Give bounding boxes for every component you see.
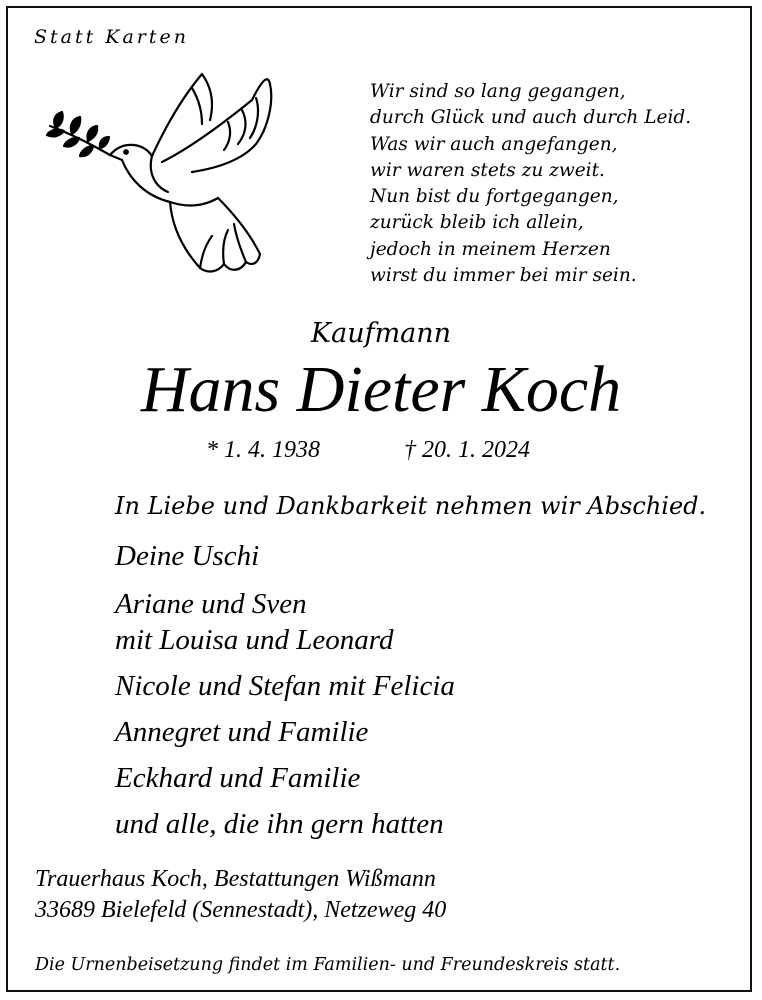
burial-note: Die Urnenbeisetzung findet im Familien- und Freundeskreis statt. [35, 955, 621, 975]
header-statt-karten: Statt Karten [34, 26, 190, 48]
poem-line: Nun bist du fortgegangen, [370, 186, 619, 208]
mourner-line: Eckhard und Familie [115, 762, 361, 794]
poem-line: wir waren stets zu zweit. [370, 159, 605, 181]
mourner-line: und alle, die ihn gern hatten [115, 808, 444, 840]
poem [370, 79, 691, 289]
mourner-line: Deine Uschi [115, 540, 260, 572]
mourner-line: Ariane und Sven [115, 588, 307, 620]
mourner-line: Annegret und Familie [115, 716, 369, 748]
dove-with-olive-branch-icon [42, 68, 277, 280]
death-date: † 20. 1. 2024 [404, 437, 530, 463]
funeral-home: Trauerhaus Koch, Bestattungen Wißmann [35, 866, 436, 892]
funeral-home-address: 33689 Bielefeld (Sennestadt), Netzeweg 40 [35, 897, 447, 923]
occupation: Kaufmann [310, 318, 452, 349]
poem-line: zurück bleib ich allein, [370, 212, 584, 234]
mourner-line: mit Louisa und Leonard [115, 624, 394, 656]
poem-line: wirst du immer bei mir sein. [370, 265, 637, 287]
poem-line: Wir sind so lang gegangen, [370, 81, 626, 102]
poem-line: durch Glück und auch durch Leid. [370, 107, 692, 129]
mourner-line: Nicole und Stefan mit Felicia [115, 670, 455, 702]
poem-line: Was wir auch angefangen, [370, 133, 618, 155]
farewell-text: In Liebe und Dankbarkeit nehmen wir Abschied. [115, 492, 707, 520]
deceased-name: Hans Dieter Koch [140, 353, 622, 426]
poem-line: jedoch in meinem Herzen [370, 238, 611, 260]
birth-date: * 1. 4. 1938 [206, 437, 320, 463]
